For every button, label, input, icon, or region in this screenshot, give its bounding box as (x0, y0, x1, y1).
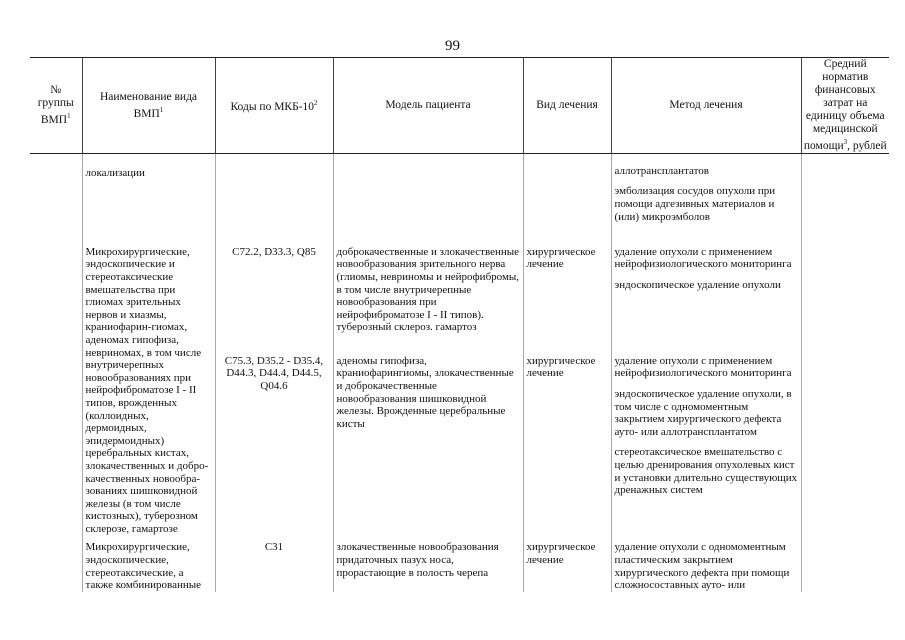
header-treatment-type: Вид лечения (523, 58, 611, 154)
icd-codes-cell: C31 (215, 535, 333, 591)
page-number: 99 (445, 38, 460, 54)
method-item: аллотрансплантатов (614, 164, 709, 177)
header-group-number: № группы ВМП$^1$ (30, 58, 82, 154)
patient-model-cell: злокачественные новообразования придаточных пазух носа, прорастающие в полость черепа (333, 535, 523, 591)
method-item: удаление опухоли с применением нейрофизиологического мониторинга (614, 354, 792, 380)
header-vmp-name: Наименование вида ВМП$^1$ (82, 58, 215, 154)
vmp-name-cell: локализации (82, 153, 215, 240)
method-cell (611, 153, 801, 240)
vmp-name-cell: Микрохирургические, эндоскопические и стереотаксические вмешательства при глиомах зрительных нервов и хиазмы, краниофарин-гиомах, аденомах гипофиза, невриномах, в том числе внутричерепных новообразованиях при нейрофиброматозе I - II типов, врожденных (коллоидных, дермоидных, эпидермоидных) церебральных кистах, злокачественных и добро-качественных новообра-зованиях шишковидной железы (в том числе кистозных), туберозном склерозе, гамартозе (82, 240, 215, 536)
method-item: удаление опухоли с применением нейрофизиологического мониторинга (614, 245, 792, 271)
method-item: стереотаксическое вмешательство с целью дренирования опухолевых кист и установки длительно существующих дренажных систем (614, 446, 798, 497)
header-patient-model: Модель пациента (333, 58, 523, 154)
table-header-row (30, 58, 889, 154)
treatment-type-cell: хирургическое лечение (523, 535, 611, 591)
patient-model-cell: доброкачественные и злокачественные новообразования зрительного нерва (глиомы, невриномы и нейрофибромы, в том числе внутричерепные новообразования при нейрофиброматозе I - II типов). туберозный склероз. гамартоз аденомы гипофиза, краниофарингиомы, злокачественные и доброкачественные новообразования шишковидной железы. Врожденные церебральные кисты (333, 240, 523, 536)
method-cell: удаление опухоли с одномоментным пластическим закрытием хирургического дефекта при помощи сложносоставных ауто- или (611, 535, 801, 591)
header-treatment-method: Метод лечения (611, 58, 801, 154)
header-icd-codes: Коды по МКБ-$10^2$ (215, 58, 333, 154)
method-item: эндоскопическое удаление опухоли, в том числе с одномоментным закрытием хирургического дефекта ауто- или аллотрансплантатом (614, 388, 792, 438)
header-cost-standard: Средний норматив финансовых затрат на единицу объема медицинской помощи$^3$, рублей (801, 58, 889, 154)
method-item: эмболизация сосудов опухоли при помощи адгезивных материалов и (или) микроэмболов (614, 185, 776, 223)
method-item: эндоскопическое удаление опухоли (614, 279, 781, 292)
table-row (30, 535, 889, 591)
table-row (30, 240, 889, 536)
vmp-table (30, 57, 889, 592)
treatment-type-cell: хирургическое лечение хирургическое лечение (523, 240, 611, 536)
vmp-name-cell: Микрохирургические, эндоскопические, стереотаксические, а также комбинированные (82, 535, 215, 591)
icd-codes-cell: C72.2, D33.3, Q85 C75.3, D35.2 - D35.4, D44.3, D44.4, D44.5, Q04.6 (215, 240, 333, 536)
method-cell (611, 240, 801, 536)
table-row (30, 153, 889, 240)
